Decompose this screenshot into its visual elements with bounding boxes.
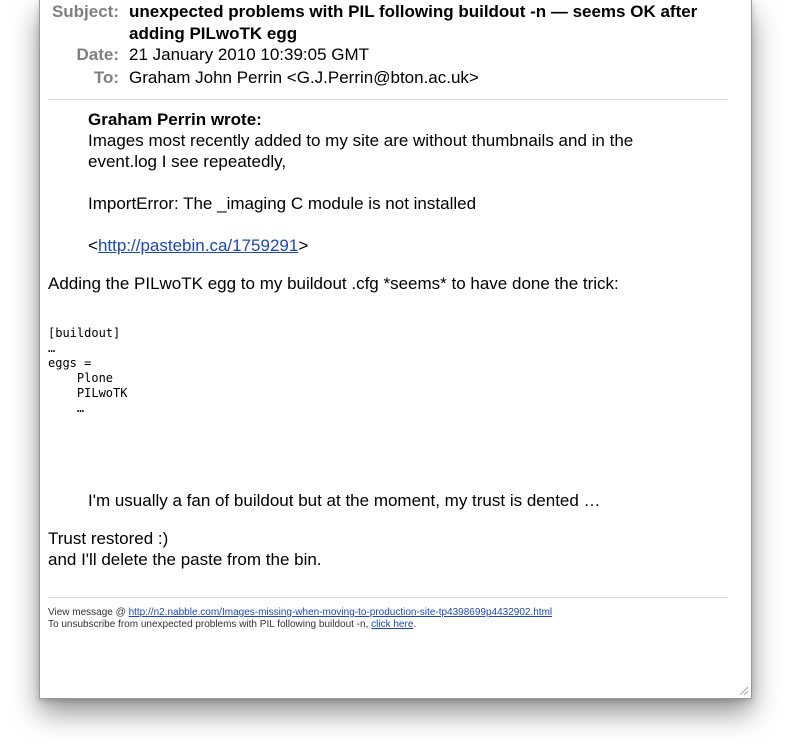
view-message-prefix: View message @ bbox=[48, 607, 129, 618]
link-open-bracket: < bbox=[88, 236, 98, 255]
quote-line-1: Images most recently added to my site are without thumbnails and in the bbox=[88, 131, 634, 150]
resize-grip-icon[interactable] bbox=[737, 684, 749, 696]
pastebin-link[interactable]: http://pastebin.ca/1759291 bbox=[97, 236, 299, 255]
subject-value bbox=[129, 1, 719, 45]
to-label: To: bbox=[93, 68, 119, 87]
to-row bbox=[40, 67, 730, 89]
quote-author: Graham Perrin wrote: bbox=[88, 110, 262, 129]
view-message-link[interactable]: http://n2.nabble.com/Images-missing-when-moving-to-production-site-tp4398699p4432902.html bbox=[128, 607, 553, 618]
delete-line: and I'll delete the paste from the bin. bbox=[48, 550, 322, 569]
link-close-bracket: > bbox=[298, 236, 309, 255]
subject-line-1: unexpected problems with PIL following buildout -n — seems OK after bbox=[129, 2, 698, 21]
quoted-fan-line: I'm usually a fan of buildout but at the moment, my trust is dented … bbox=[88, 491, 601, 510]
unsubscribe-link[interactable]: click here bbox=[371, 619, 414, 630]
to-value: Graham John Perrin <G.J.Perrin@bton.ac.uk> bbox=[129, 68, 479, 87]
quote-link-line bbox=[88, 235, 308, 256]
date-row bbox=[40, 44, 730, 66]
date-value: 21 January 2010 10:39:05 GMT bbox=[129, 45, 370, 64]
unsubscribe-line bbox=[48, 619, 552, 631]
quote-error: ImportError: The _imaging C module is not installed bbox=[88, 194, 477, 213]
view-message-line bbox=[48, 607, 552, 619]
quote-line-2: event.log I see repeatedly, bbox=[88, 152, 287, 171]
unsubscribe-suffix: . bbox=[413, 619, 417, 630]
subject-line-2: adding PILwoTK egg bbox=[129, 24, 298, 43]
trust-line: Trust restored :) bbox=[48, 529, 169, 548]
subject-label: Subject: bbox=[51, 2, 119, 21]
reply-closing bbox=[48, 528, 322, 570]
footer-divider bbox=[48, 597, 728, 598]
message-footer bbox=[48, 607, 552, 631]
mail-message-window bbox=[39, 0, 752, 699]
reply-intro: Adding the PILwoTK egg to my buildout .cfg *seems* to have done the trick: bbox=[48, 274, 619, 293]
subject-row bbox=[40, 1, 730, 45]
buildout-code-block: [buildout] … eggs = Plone PILwoTK … bbox=[48, 326, 128, 415]
date-label: Date: bbox=[76, 45, 119, 64]
unsubscribe-prefix: To unsubscribe from unexpected problems with PIL following buildout -n, bbox=[48, 619, 372, 630]
header-divider bbox=[48, 99, 728, 100]
quoted-block bbox=[88, 109, 633, 172]
